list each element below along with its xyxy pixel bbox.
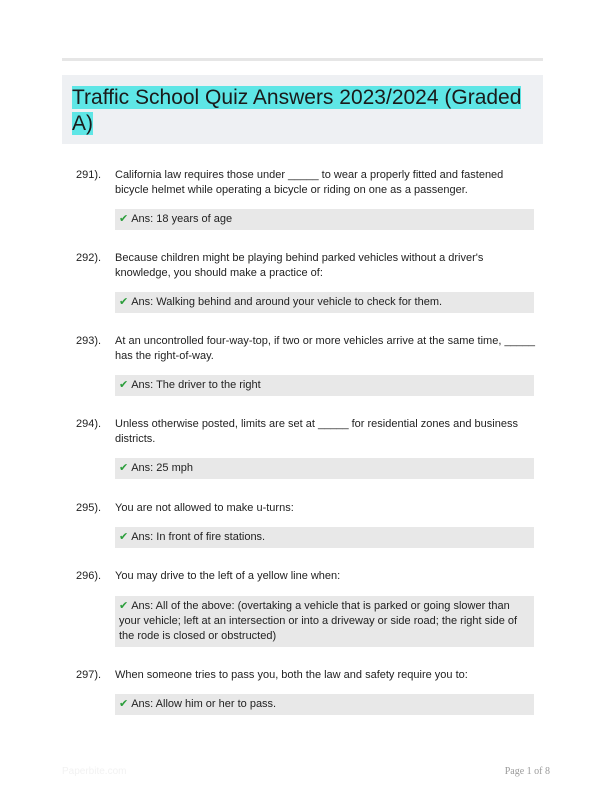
answer-box [115, 209, 534, 230]
answer-box [115, 292, 534, 313]
question-text: You are not allowed to make u-turns: [115, 502, 294, 514]
check-icon: ✔ [119, 213, 129, 225]
answer-box [115, 375, 534, 396]
check-icon: ✔ [119, 698, 129, 710]
page-title-text: Traffic School Quiz Answers 2023/2024 (Graded A) [72, 86, 522, 135]
answer-text: Ans: The driver to the right [131, 379, 261, 391]
answer-text: Ans: All of the above: (overtaking a vehicle that is parked or going slower than your vehicle; left at an intersection or into a driveway or side road; the right side of the rode is closed or obstructed) [119, 600, 518, 642]
answer-box [115, 527, 534, 548]
page-number: Page 1 of 8 [504, 766, 550, 777]
answer-text: Ans: Allow him or her to pass. [131, 698, 277, 710]
question-number: 293). [76, 335, 102, 347]
check-icon: ✔ [119, 531, 129, 543]
page-title [72, 85, 532, 137]
check-icon: ✔ [119, 462, 129, 474]
answer-text: Ans: Walking behind and around your vehicle to check for them. [131, 296, 443, 308]
question-text: When someone tries to pass you, both the law and safety require you to: [115, 669, 468, 681]
check-icon: ✔ [119, 379, 129, 391]
question-number: 297). [76, 669, 102, 681]
answer-box [115, 596, 534, 647]
question-text: Because children might be playing behind parked vehicles without a driver's knowledge, you should make a practice of: [115, 252, 484, 279]
answer-box [115, 458, 534, 479]
question-number: 296). [76, 570, 102, 582]
answer-text: Ans: 18 years of age [131, 213, 233, 225]
question-number: 291). [76, 169, 102, 181]
question-number: 295). [76, 502, 102, 514]
answer-box [115, 694, 534, 715]
question-text: Unless otherwise posted, limits are set at _____ for residential zones and business districts. [115, 418, 518, 445]
footer-site: Paperbite.com [62, 766, 127, 777]
question-number: 292). [76, 252, 102, 264]
answer-text: Ans: 25 mph [131, 462, 193, 474]
check-icon: ✔ [119, 296, 129, 308]
check-icon: ✔ [119, 600, 129, 612]
title-banner [62, 75, 543, 144]
question-text: You may drive to the left of a yellow line when: [115, 570, 341, 582]
question-text: At an uncontrolled four-way-top, if two or more vehicles arrive at the same time, _____ has the right-of-way. [115, 335, 536, 362]
top-divider [62, 58, 543, 61]
answer-text: Ans: In front of fire stations. [131, 531, 266, 543]
question-text: California law requires those under _____ to wear a properly fitted and fastened bicycle helmet while operating a bicycle or riding on one as a passenger. [115, 169, 504, 196]
question-number: 294). [76, 418, 102, 430]
